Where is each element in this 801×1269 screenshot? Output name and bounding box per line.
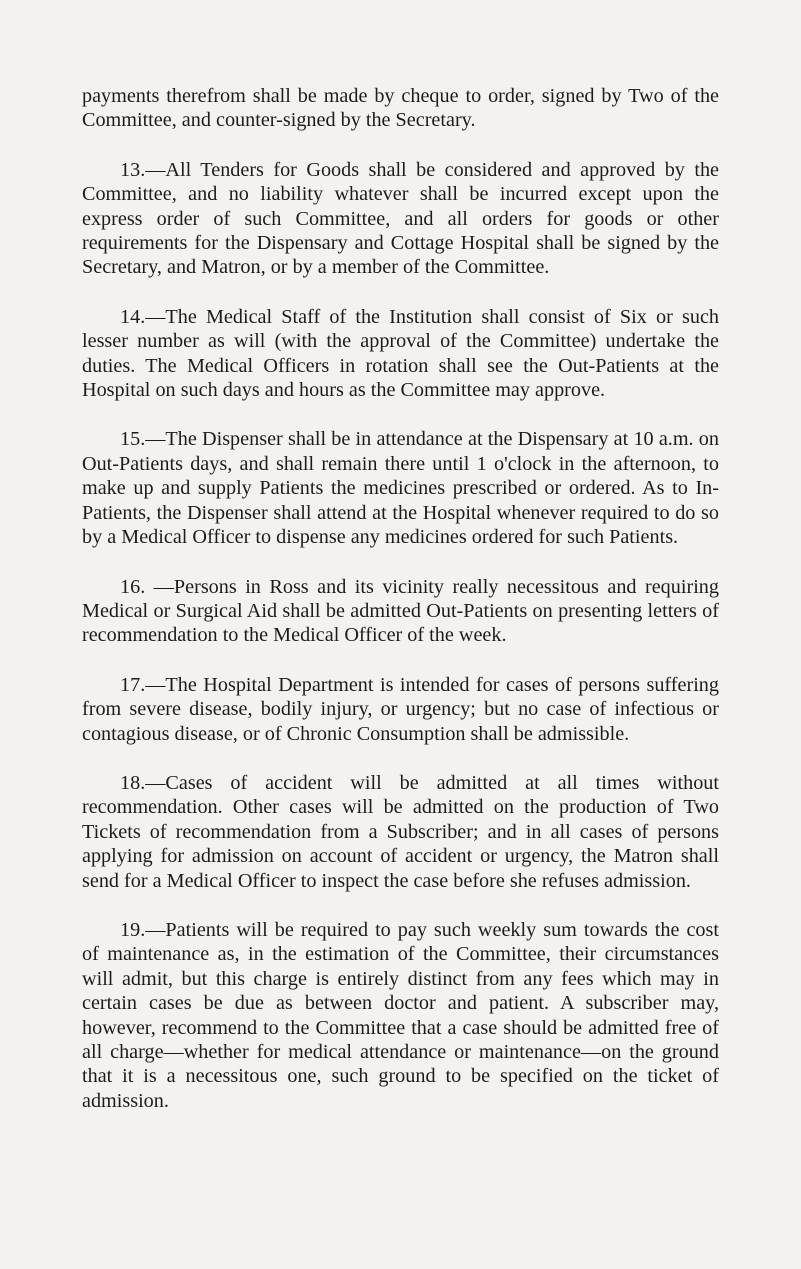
paragraph-text: —All Tenders for Goods shall be considered and approved by the Committee, and no liability whatever shall be incurred except upon the express order of such Committee, and all orders for goods or other requirements for the Dispensary and Cottage Hospital shall be signed by the Secretary, and Matron, or by a member of the Committee. [82,158,719,279]
paragraph-text: —Cases of accident will be admitted at all times without recommendation. Other cases will be admitted on the production of Two Tickets of recommendation from a Subscriber; and in all cases of persons applying for admission on account of accident or urgency, the Matron shall send for a Medical Officer to inspect the case before she refuses admission. [82,771,719,892]
paragraph-15 [82,427,719,549]
paragraph-continuation [82,84,719,133]
paragraph-number: 19. [120,918,146,941]
paragraph-16 [82,575,719,648]
paragraph-text: —Persons in Ross and its vicinity really necessitous and requiring Medical or Surgical Aid shall be admitted Out-Patients on presenting letters of recommendation to the Medical Officer of the week. [82,575,719,647]
paragraph-19 [82,918,719,1113]
paragraph-text: —The Medical Staff of the Institution shall consist of Six or such lesser number as will (with the approval of the Committee) undertake the duties. The Medical Officers in rotation shall see the Out-Patients at the Hospital on such days and hours as the Committee may approve. [82,305,719,402]
paragraph-number: 18. [120,771,146,794]
paragraph-text: —The Dispenser shall be in attendance at the Dispensary at 10 a.m. on Out-Patients days, and shall remain there until 1 o'clock in the afternoon, to make up and supply Patients the medicines prescribed or ordered. As to In-Patients, the Dispenser shall attend at the Hospital whenever required to do so by a Medical Officer to dispense any medicines ordered for such Patients. [82,428,719,549]
paragraph-14 [82,305,719,403]
paragraph-number: 13. [120,158,146,181]
paragraph-number: 15. [120,428,146,451]
paragraph-number: 14. [120,305,146,328]
paragraph-17 [82,673,719,746]
paragraph-text: —Patients will be required to pay such weekly sum towards the cost of maintenance as, in the estimation of the Committee, their circumstances will admit, but this charge is entirely distinct from any fees which may in certain cases be due as between doctor and patient. A subscriber may, however, recommend to the Committee that a case should be admitted free of all charge—whether for medical attendance or maintenance—on the ground that it is a necessitous one, such ground to be specified on the ticket of admission. [82,918,719,1112]
paragraph-text: payments therefrom shall be made by cheque to order, signed by Two of the Committee, and counter-signed by the Secretary. [82,85,719,132]
paragraph-number: 17. [120,673,146,696]
paragraph-number: 16. [120,575,146,598]
paragraph-18 [82,771,719,893]
paragraph-text: —The Hospital Department is intended for cases of persons suffering from severe disease, bodily injury, or urgency; but no case of infectious or contagious disease, or of Chronic Consumption shall be admissible. [82,673,719,745]
paragraph-13 [82,158,719,280]
